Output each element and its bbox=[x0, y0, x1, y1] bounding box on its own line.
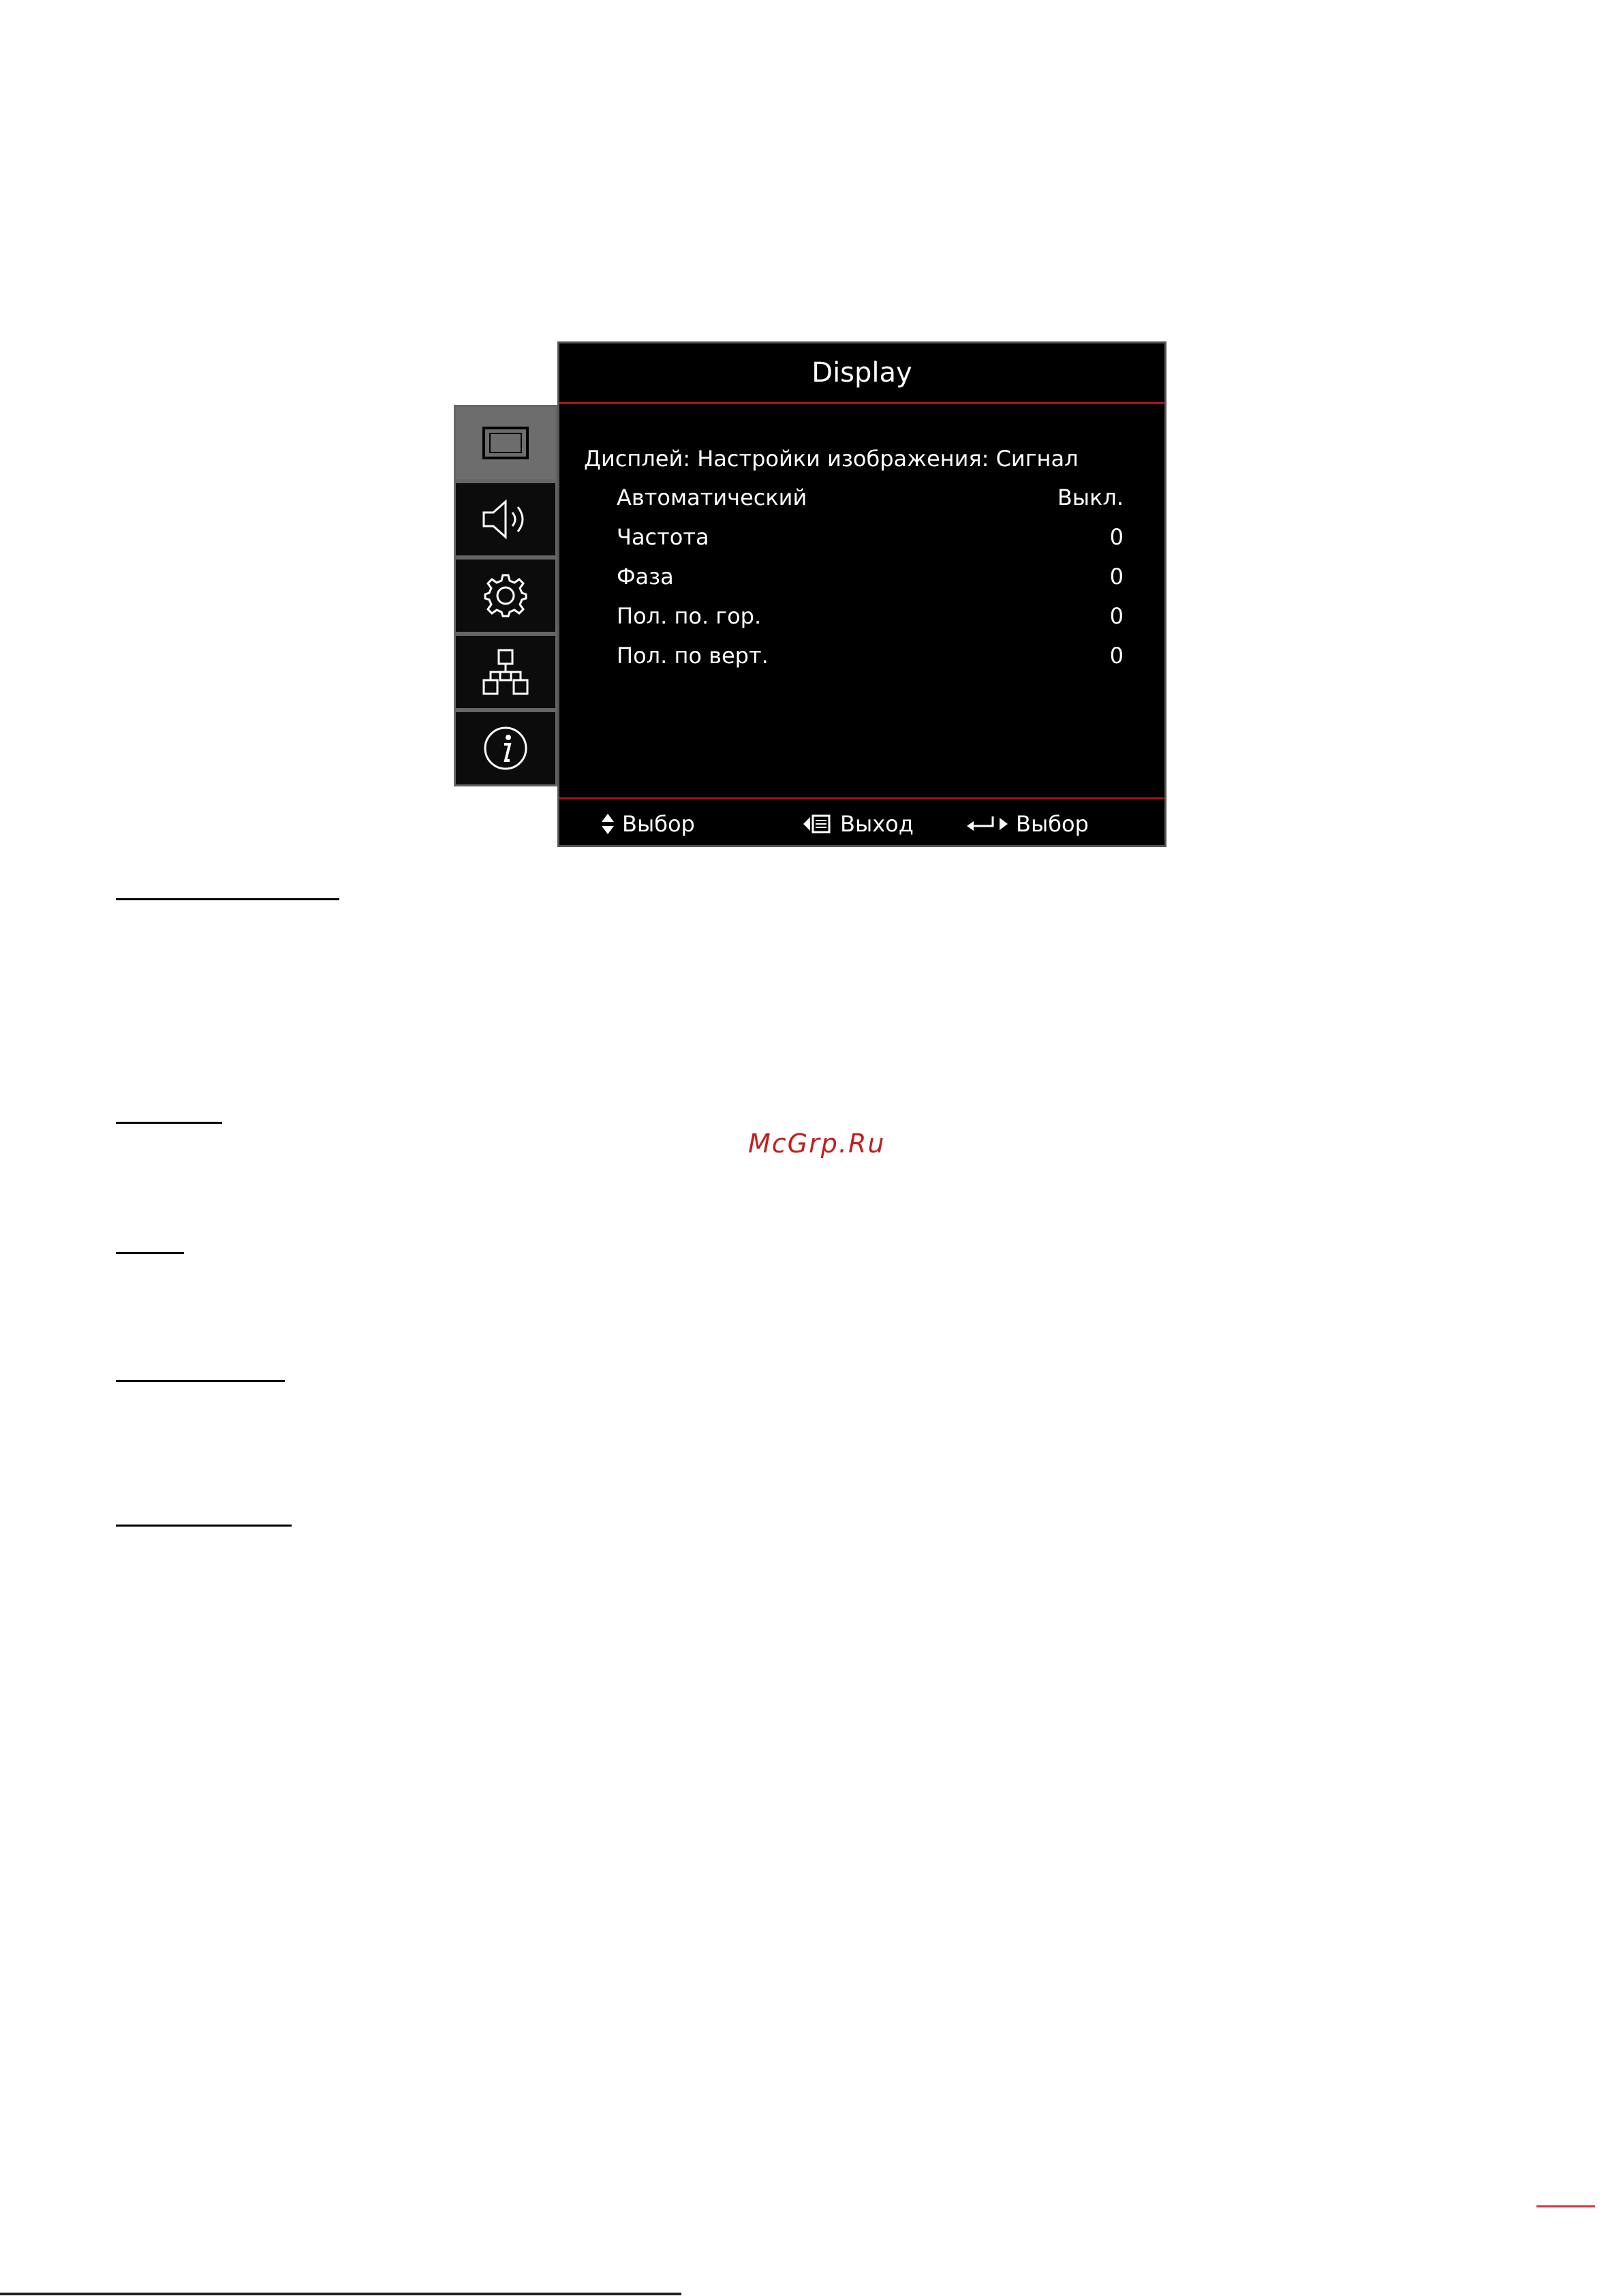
footer-enter-label: Выбор bbox=[1016, 811, 1089, 837]
section-heading-underline bbox=[116, 898, 339, 900]
osd-divider-top bbox=[559, 402, 1164, 404]
footer-exit-label: Выход bbox=[840, 811, 914, 837]
menu-row-label: Фаза bbox=[617, 564, 674, 590]
menu-row-auto[interactable] bbox=[617, 485, 1124, 519]
menu-row-h-position[interactable] bbox=[617, 603, 1124, 637]
menu-row-value: Выкл. bbox=[1057, 485, 1124, 510]
osd-title: Display bbox=[812, 357, 912, 388]
menu-row-value: 0 bbox=[1109, 524, 1124, 550]
menu-row-label: Автоматический bbox=[617, 485, 807, 510]
info-icon bbox=[481, 724, 530, 773]
audio-icon bbox=[480, 498, 531, 541]
menu-row-label: Пол. по. гор. bbox=[617, 603, 762, 629]
menu-row-value: 0 bbox=[1109, 643, 1124, 669]
page-number-mark bbox=[1536, 2205, 1595, 2207]
menu-row-label: Пол. по верт. bbox=[617, 643, 769, 669]
osd-menu bbox=[557, 341, 1166, 847]
tab-settings[interactable] bbox=[454, 557, 557, 634]
tab-display[interactable] bbox=[454, 405, 557, 481]
tab-audio[interactable] bbox=[454, 481, 557, 557]
tab-info[interactable] bbox=[454, 710, 557, 786]
watermark: McGrp.Ru bbox=[748, 1129, 886, 1159]
menu-row-value: 0 bbox=[1109, 564, 1124, 590]
settings-gear-icon bbox=[481, 571, 530, 620]
section-heading-underline bbox=[116, 1380, 285, 1382]
section-heading-underline bbox=[116, 1252, 184, 1254]
footer-exit-hint bbox=[802, 807, 914, 841]
network-icon bbox=[481, 647, 530, 697]
menu-row-label: Частота bbox=[617, 524, 709, 550]
osd-divider-bottom bbox=[559, 797, 1164, 799]
section-heading-underline bbox=[116, 1122, 222, 1124]
page-bottom-rule bbox=[0, 2293, 681, 2295]
section-heading-underline bbox=[116, 1525, 292, 1527]
menu-row-v-position[interactable] bbox=[617, 643, 1124, 677]
menu-row-phase[interactable] bbox=[617, 564, 1124, 598]
display-icon bbox=[482, 426, 529, 460]
footer-enter-hint bbox=[965, 807, 1089, 841]
menu-row-value: 0 bbox=[1109, 603, 1124, 629]
up-down-arrow-icon bbox=[600, 812, 615, 836]
menu-back-icon bbox=[802, 814, 833, 834]
menu-row-frequency[interactable] bbox=[617, 524, 1124, 558]
breadcrumb: Дисплей: Настройки изображения: Сигнал bbox=[584, 446, 1079, 472]
enter-arrow-icon bbox=[965, 814, 1009, 834]
tab-network[interactable] bbox=[454, 634, 557, 710]
footer-select-hint bbox=[600, 807, 695, 841]
footer-select-label: Выбор bbox=[622, 811, 695, 837]
